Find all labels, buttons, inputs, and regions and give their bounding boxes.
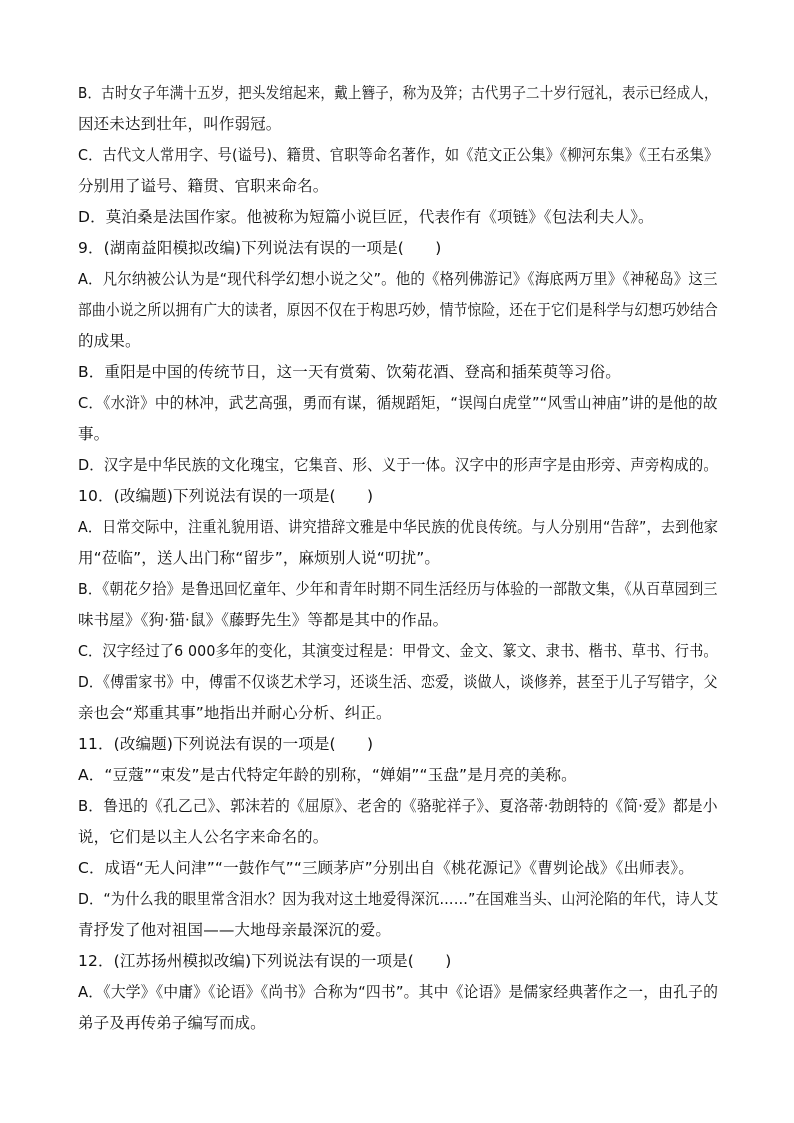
text-line: C．古代文人常用字、号(谥号)、籍贯、官职等命名著作，如《范文正公集》《柳河东集》《王右丞集》 xyxy=(78,146,719,164)
text-line: A．《大学》《中庸》《论语》《尚书》合称为“四书”。其中《论语》是儒家经典著作之一，由孔子的 xyxy=(78,983,719,1001)
text-line: C．成语“无人问津”“一鼓作气”“三顾茅庐”分别出自《桃花源记》《曹刿论战》《出师表》。 xyxy=(78,859,694,877)
text-line: 弟子及再传弟子编写而成。 xyxy=(78,1014,266,1032)
text-line: D．“为什么我的眼里常含泪水？因为我对这土地爱得深沉……”在国难当头、山河沦陷的年代，诗人艾 xyxy=(78,890,719,908)
text-line: B．《朝花夕拾》是鲁迅回忆童年、少年和青年时期不同生活经历与体验的一部散文集，《从百草园到三 xyxy=(78,580,718,598)
text-line: B．重阳是中国的传统节日，这一天有赏菊、饮菊花酒、登高和插茱萸等习俗。 xyxy=(78,363,621,381)
text-line: 亲也会“郑重其事”地指出并耐心分析、纠正。 xyxy=(78,704,392,722)
text-line: 事。 xyxy=(78,425,110,443)
text-line: D．汉字是中华民族的文化瑰宝，它集音、形、义于一体。汉字中的形声字是由形旁、声旁构成的。 xyxy=(78,456,719,474)
text-line: 分别用了谥号、籍贯、官职来命名。 xyxy=(78,177,329,195)
question-9-stem: 9．(湖南益阳模拟改编)下列说法有误的一项是( ) xyxy=(78,239,442,257)
text-line: 因还未达到壮年，叫作弱冠。 xyxy=(78,115,282,133)
text-line: 部曲小说之所以拥有广大的读者，原因不仅在于构思巧妙，情节惊险，还在于它们是科学与幻想巧妙结合 xyxy=(78,301,718,319)
text-line: 青抒发了他对祖国——大地母亲最深沉的爱。 xyxy=(78,921,392,939)
text-line: 用“莅临”，送人出门称“留步”，麻烦别人说“叨扰”。 xyxy=(78,549,441,567)
question-11-stem: 11．(改编题)下列说法有误的一项是( ) xyxy=(78,735,374,753)
text-line: A．“豆蔻”“束发”是古代特定年龄的别称，“婵娟”“玉盘”是月亮的美称。 xyxy=(78,766,577,784)
text-line: D．莫泊桑是法国作家。他被称为短篇小说巨匠，代表作有《项链》《包法利夫人》。 xyxy=(78,208,654,226)
text-line: B．古时女子年满十五岁，把头发绾起来，戴上簪子，称为及笄；古代男子二十岁行冠礼，表示已经成人， xyxy=(78,84,718,102)
text-line: C．汉字经过了6 000多年的变化，其演变过程是：甲骨文、金文、篆文、隶书、楷书、草书、行书。 xyxy=(78,642,718,660)
question-10-stem: 10．(改编题)下列说法有误的一项是( ) xyxy=(78,487,374,505)
text-line: D．《傅雷家书》中，傅雷不仅谈艺术学习，还谈生活、恋爱，谈做人，谈修养，甚至于儿子写错字，父 xyxy=(78,673,718,691)
question-12-stem: 12．(江苏扬州模拟改编)下列说法有误的一项是( ) xyxy=(78,952,452,970)
text-line: C．《水浒》中的林冲，武艺高强，勇而有谋，循规蹈矩，“误闯白虎堂”“风雪山神庙”讲的是他的故 xyxy=(78,394,718,412)
text-line: 的成果。 xyxy=(78,332,141,350)
text-line: A．日常交际中，注重礼貌用语、讲究措辞文雅是中华民族的优良传统。与人分别用“告辞”，去到他家 xyxy=(78,518,719,536)
text-line: A．凡尔纳被公认为是“现代科学幻想小说之父”。他的《格列佛游记》《海底两万里》《神秘岛》这三 xyxy=(78,270,718,288)
text-line: B．鲁迅的《孔乙己》、郭沫若的《屈原》、老舍的《骆驼祥子》、夏洛蒂·勃朗特的《简·爱》都是小 xyxy=(78,797,718,815)
text-line: 说，它们是以主人公名字来命名的。 xyxy=(78,828,329,846)
text-line: 味书屋》《狗·猫·鼠》《藤野先生》等都是其中的作品。 xyxy=(78,611,449,629)
